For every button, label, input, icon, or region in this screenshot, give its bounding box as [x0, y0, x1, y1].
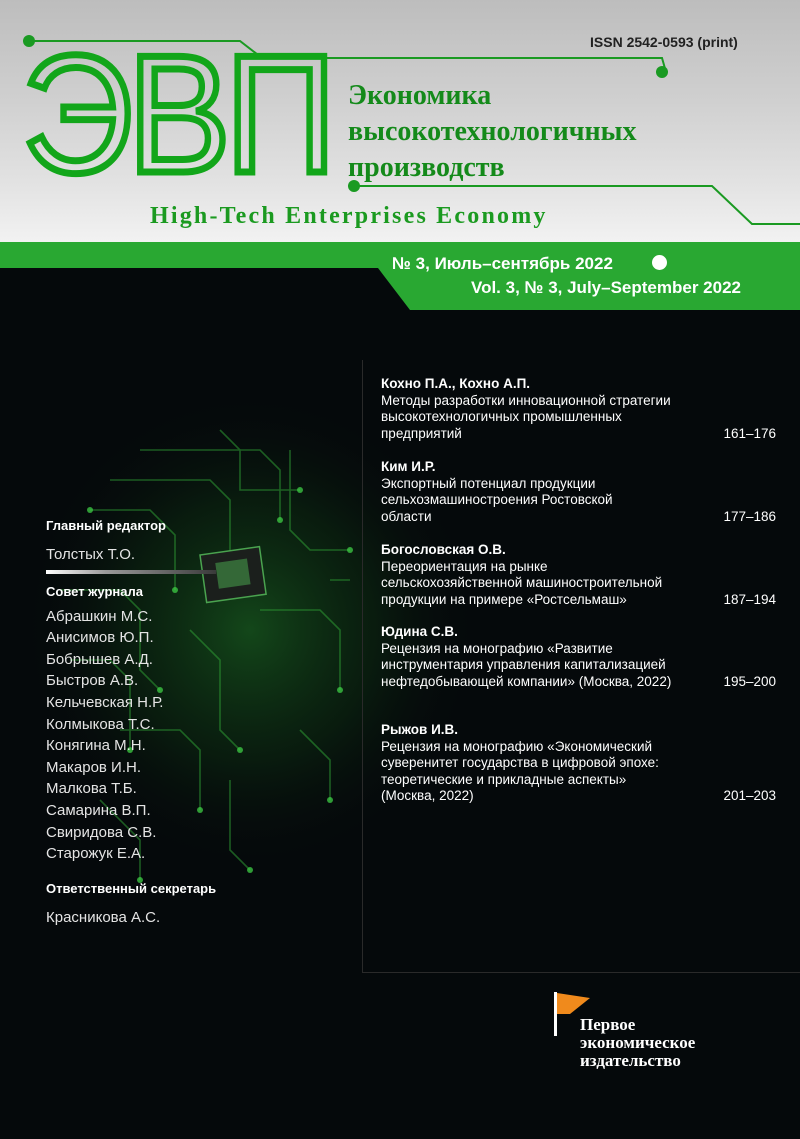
- toc-entry[interactable]: [381, 722, 781, 805]
- chief-editor-heading: Главный редактор: [46, 518, 166, 533]
- toc-author: Богословская О.В.: [381, 542, 506, 557]
- council-member: Конягина М.Н.: [46, 737, 146, 755]
- secretary-heading: Ответственный секретарь: [46, 880, 217, 896]
- council-member: Малкова Т.Б.: [46, 780, 137, 798]
- divider: [46, 570, 216, 574]
- secretary-name: Красникова А.С.: [46, 908, 161, 926]
- toc-author: Юдина С.В.: [381, 624, 458, 639]
- publisher-name-line: издательство: [580, 1051, 681, 1070]
- toc-title: Методы разработки инновационной стратегии высокотехнологичных промышленных предприятий: [381, 392, 671, 441]
- council-member: Быстров А.В.: [46, 672, 139, 690]
- toc-pages: 201–203: [723, 788, 776, 803]
- council-member: Старожук Е.А.: [46, 845, 146, 863]
- header-band: [0, 0, 800, 242]
- issue-label-ru: № 3, Июль–сентябрь 2022: [392, 254, 613, 273]
- toc-title: Рецензия на монографию «Развитие инструментария управления капитализацией нефтедобывающей компании» (Москва, 2022): [381, 640, 672, 689]
- journal-title-ru: Экономика высокотехнологичных производств: [348, 80, 637, 183]
- issue-stripe: [0, 242, 800, 310]
- journal-logo: ЭВП: [22, 20, 331, 208]
- toc-entry[interactable]: [381, 624, 781, 690]
- publisher-name-line: экономическое: [580, 1033, 696, 1052]
- council-member: Колмыкова Т.С.: [46, 715, 155, 733]
- toc-author: Ким И.Р.: [381, 459, 436, 474]
- toc-title: Переориентация на рынке сельскохозяйственной машиностроительной продукции на примере «Ростсельмаш»: [381, 558, 663, 607]
- toc-title: Рецензия на монографию «Экономический суверенитет государства в цифровой эпохе: теоретические и прикладные аспекты» (Москва, 2022): [381, 738, 659, 803]
- publisher-name: [580, 1016, 780, 1070]
- issue-label-en: Vol. 3, № 3, July–September 2022: [471, 278, 741, 297]
- council-list: [46, 606, 236, 865]
- publisher-name-line: Первое: [580, 1015, 636, 1034]
- toc-pages: 177–186: [723, 508, 776, 524]
- toc-pages: 195–200: [723, 673, 776, 689]
- toc-entry[interactable]: [381, 376, 781, 442]
- toc-author: Кохно П.А., Кохно А.П.: [381, 376, 531, 391]
- council-member: Макаров И.Н.: [46, 758, 142, 776]
- toc-pages: 187–194: [723, 591, 776, 607]
- issue-dot-icon: [652, 255, 667, 270]
- council-member: Бобрышев А.Д.: [46, 650, 153, 668]
- journal-title-en: High-Tech Enterprises Economy: [150, 203, 548, 229]
- toc-title: Экспортный потенциал продукции сельхозмашиностроения Ростовской области: [381, 475, 613, 524]
- table-of-contents: [362, 360, 800, 973]
- council-member: Абрашкин М.С.: [46, 607, 153, 625]
- council-member: Самарина В.П.: [46, 801, 151, 819]
- issn: ISSN 2542-0593 (print): [590, 34, 738, 50]
- council-member: Кельчевская Н.Р.: [46, 693, 164, 711]
- toc-author: Рыжов И.В.: [381, 722, 459, 737]
- editorial-board: [46, 518, 236, 928]
- council-member: Анисимов Ю.П.: [46, 629, 154, 647]
- toc-entry[interactable]: [381, 542, 781, 608]
- council-heading: Совет журнала: [46, 583, 143, 599]
- council-member: Свиридова С.В.: [46, 823, 157, 841]
- chief-editor-name: Толстых Т.О.: [46, 546, 136, 563]
- toc-pages: 161–176: [723, 425, 776, 441]
- toc-entry[interactable]: [381, 459, 781, 525]
